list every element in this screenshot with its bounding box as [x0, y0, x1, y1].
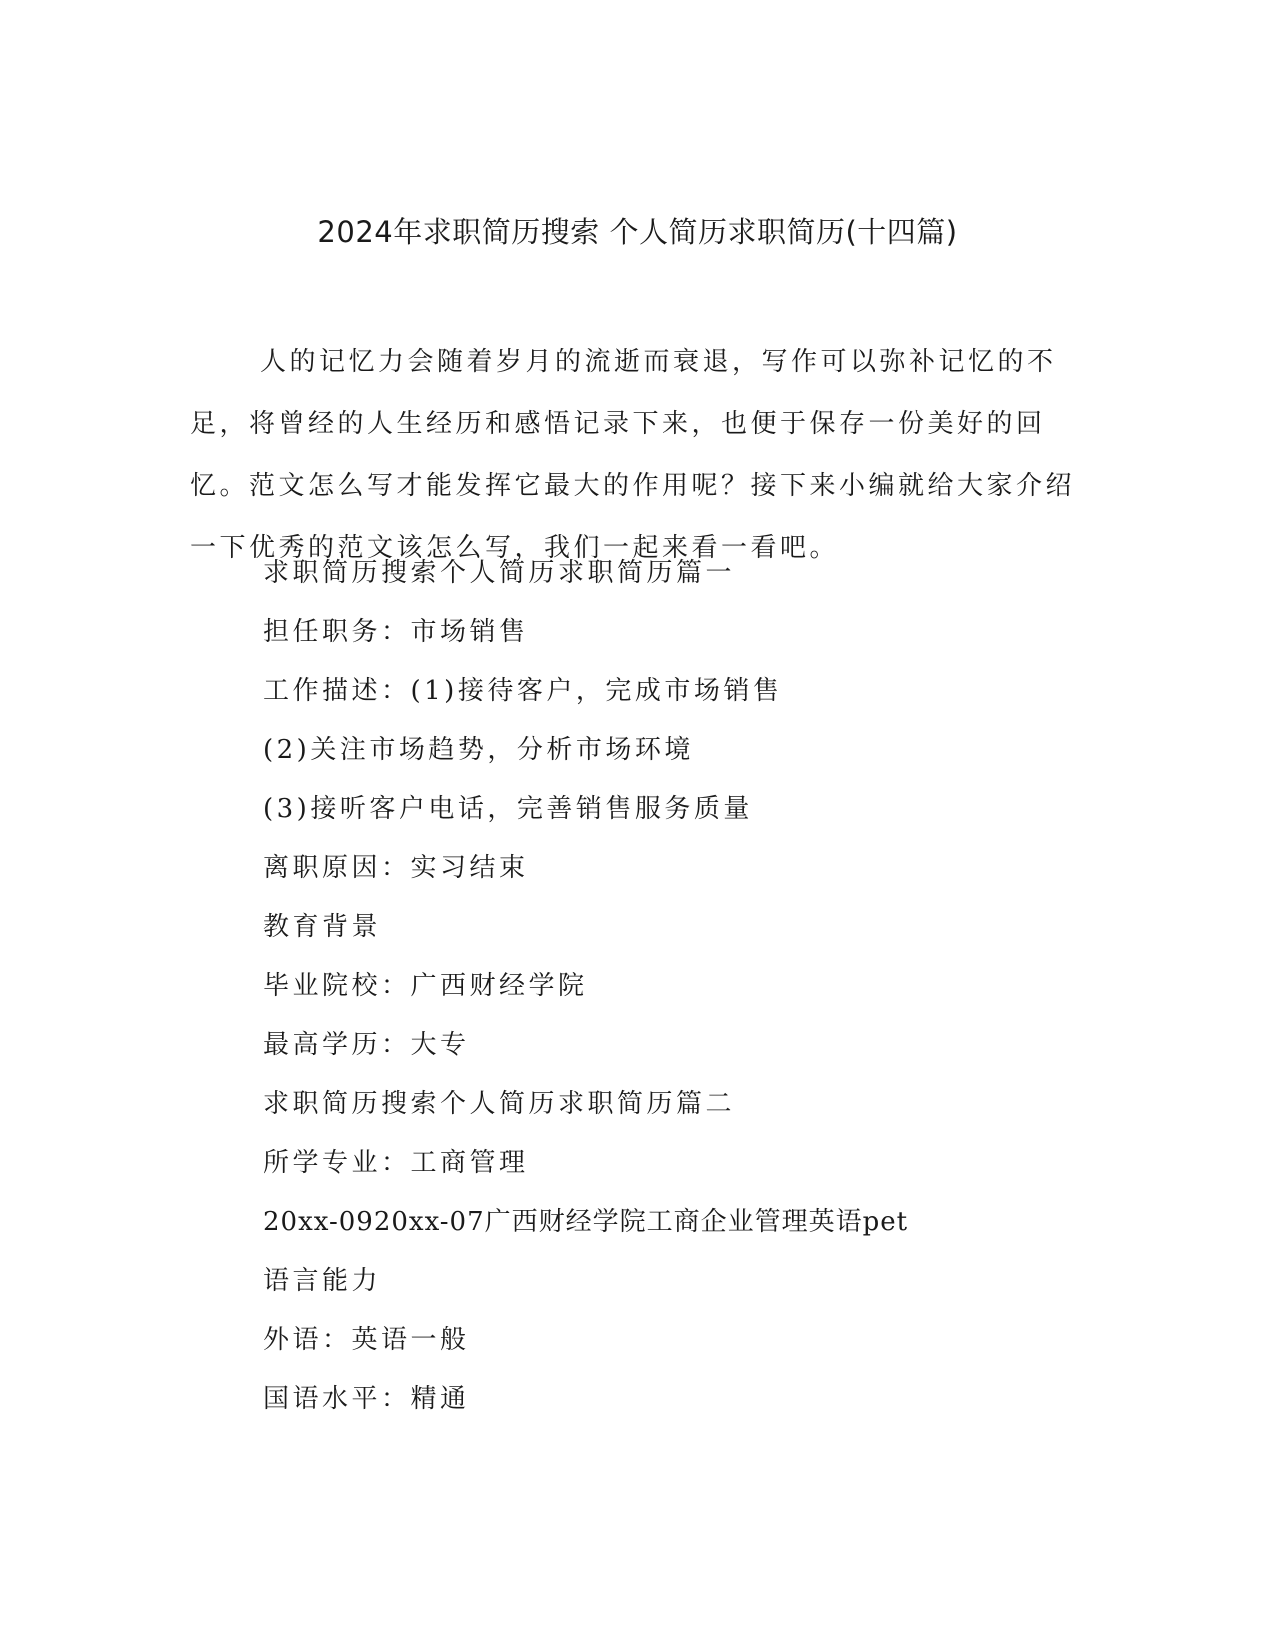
mandarin-level-line: 国语水平：精通	[263, 1384, 470, 1414]
leave-reason-line: 离职原因：实习结束	[263, 853, 529, 883]
job-title-line: 担任职务：市场销售	[263, 617, 529, 647]
job-description-line-3: (3)接听客户电话，完善销售服务质量	[263, 794, 753, 824]
degree-line: 最高学历：大专	[263, 1030, 470, 1060]
section-heading-1: 求职简历搜索个人简历求职简历篇一	[263, 558, 736, 588]
education-period-line: 20xx-0920xx-07广西财经学院工商企业管理英语pet	[263, 1207, 909, 1237]
school-line: 毕业院校：广西财经学院	[263, 971, 588, 1001]
section-heading-2: 求职简历搜索个人简历求职简历篇二	[263, 1089, 736, 1119]
intro-paragraph: 人的记忆力会随着岁月的流逝而衰退，写作可以弥补记忆的不足，将曾经的人生经历和感悟记录下来，也便于保存一份美好的回忆。范文怎么写才能发挥它最大的作用呢？接下来小编就给大家介绍一下优秀的范文该怎么写，我们一起来看一看吧。	[190, 347, 1076, 563]
foreign-language-line: 外语：英语一般	[263, 1325, 470, 1355]
major-line: 所学专业：工商管理	[263, 1148, 529, 1178]
education-heading: 教育背景	[263, 912, 382, 942]
job-description-line-1: 工作描述：(1)接待客户，完成市场销售	[263, 676, 783, 706]
document-title: 2024年求职简历搜索 个人简历求职简历(十四篇)	[317, 215, 958, 249]
job-description-line-2: (2)关注市场趋势，分析市场环境	[263, 735, 694, 765]
language-heading: 语言能力	[263, 1266, 382, 1296]
